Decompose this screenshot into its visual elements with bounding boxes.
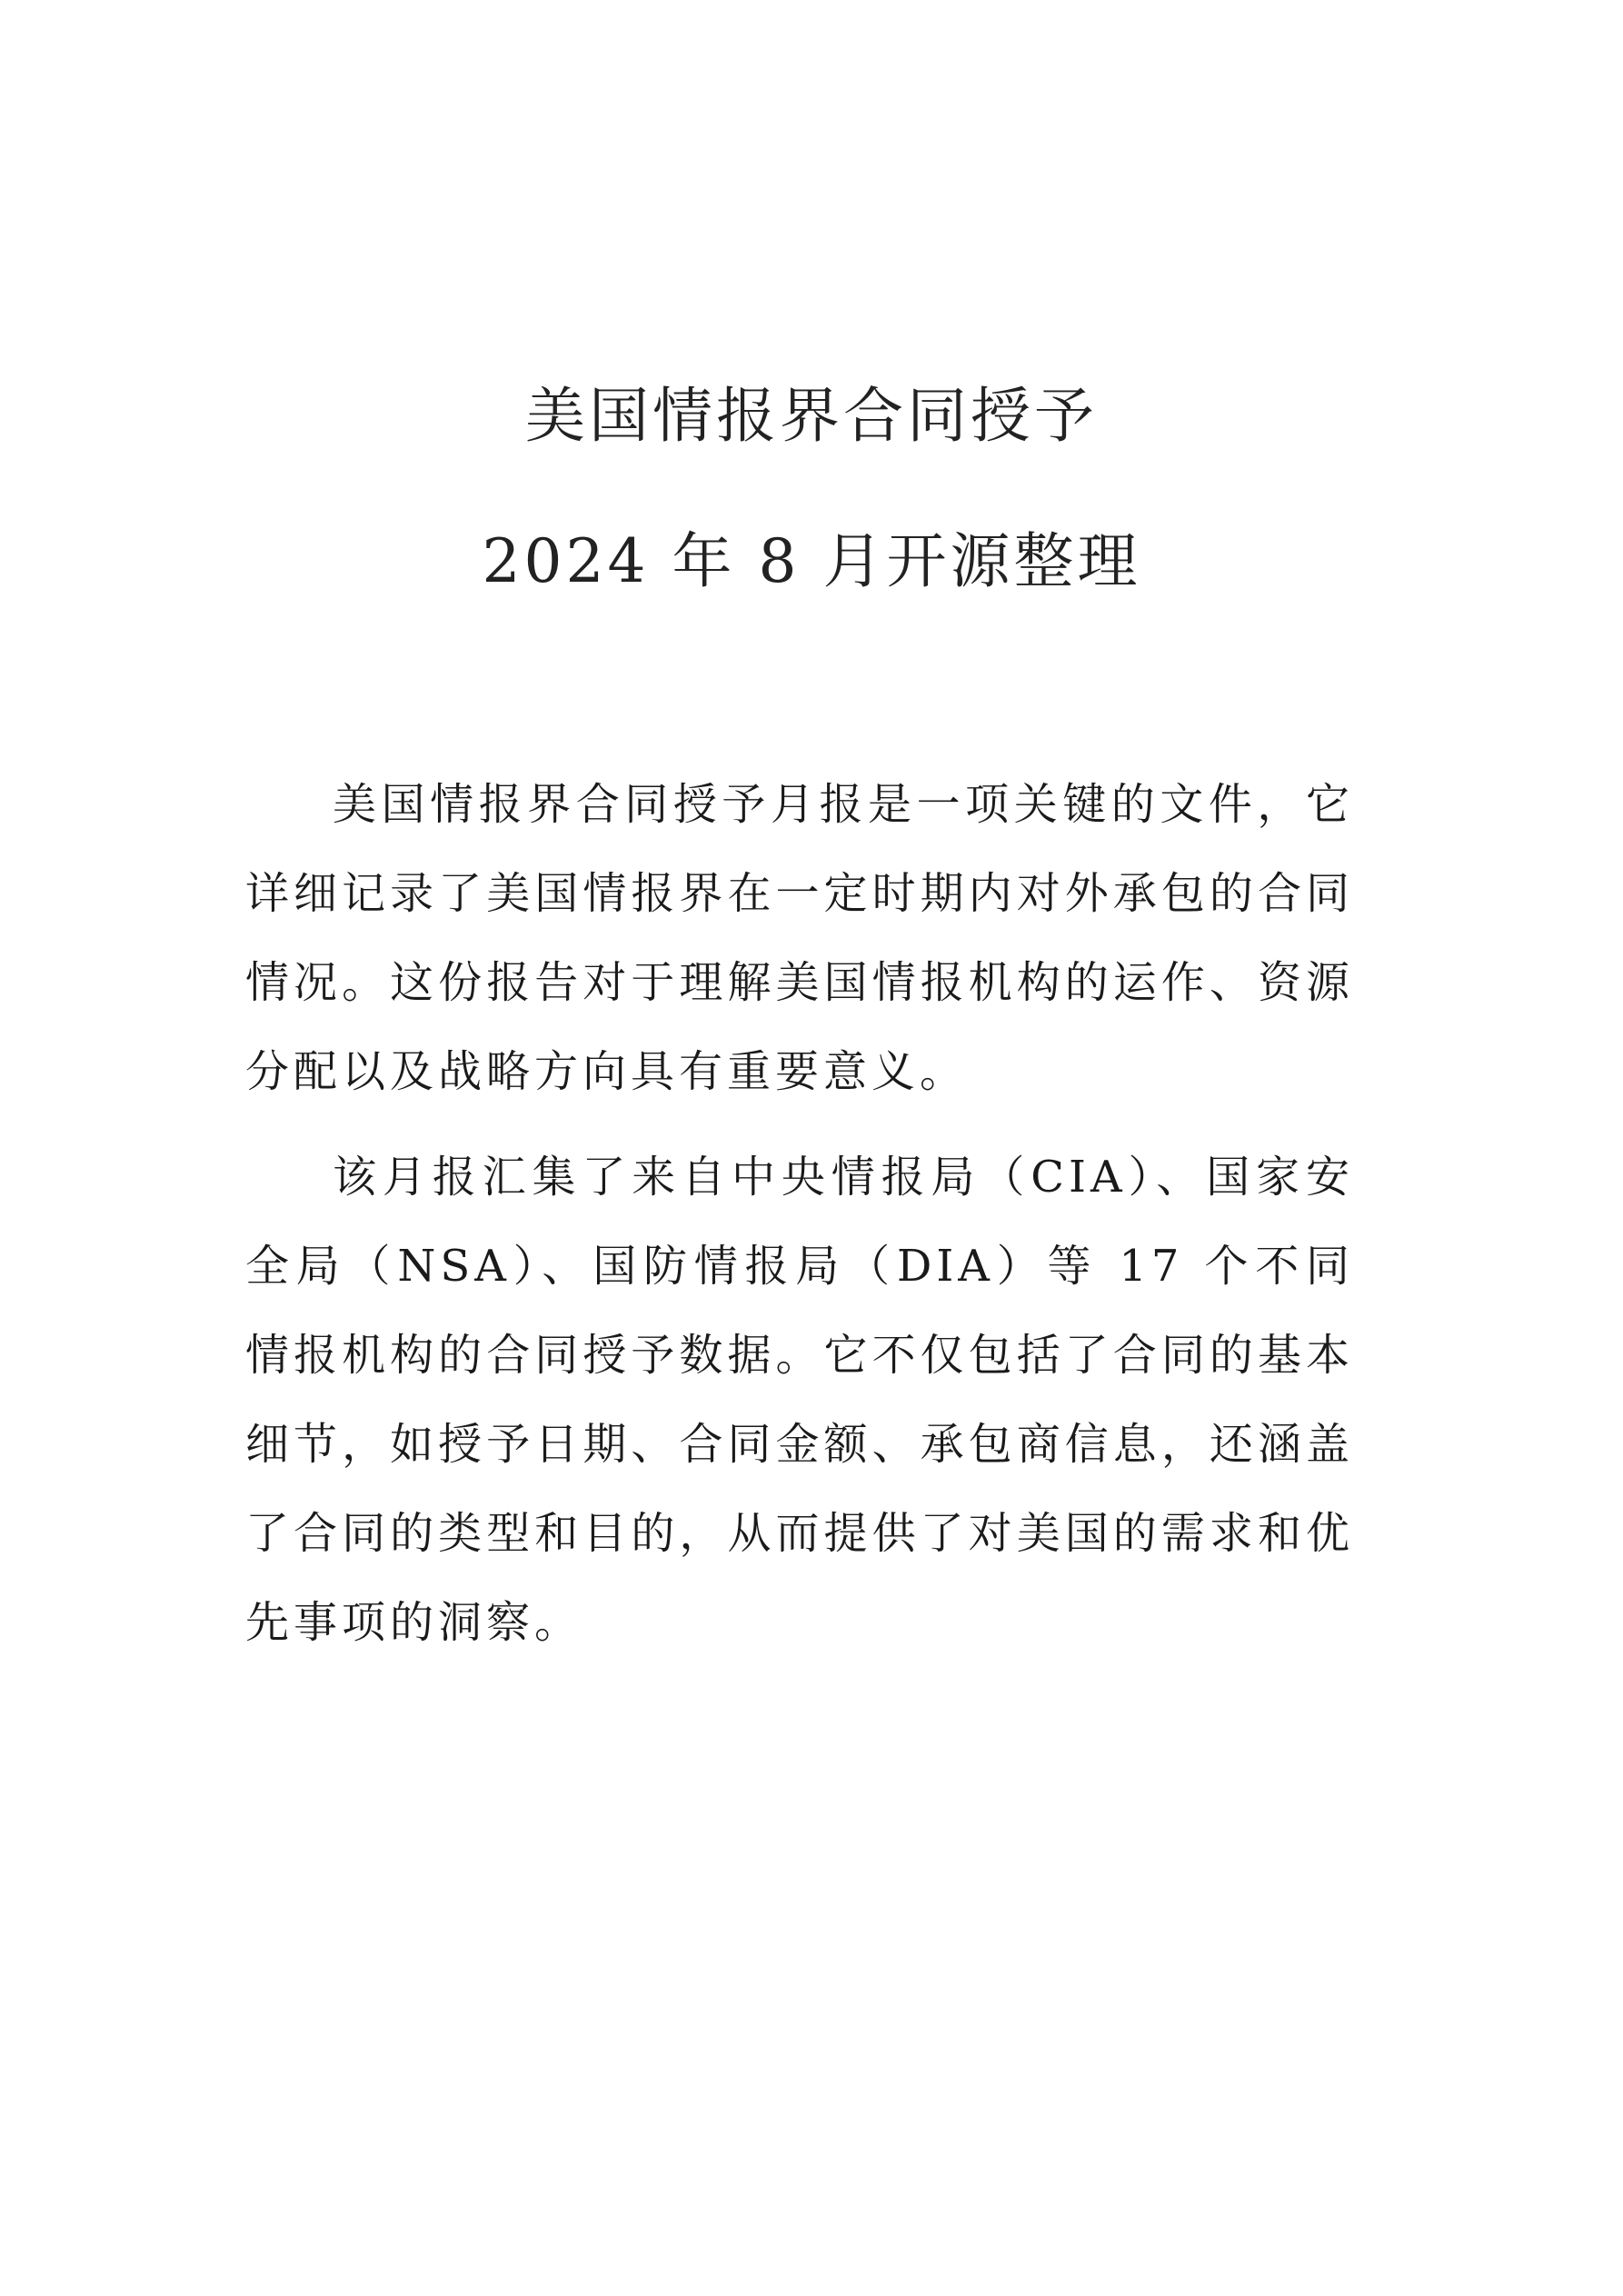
body-paragraph: 美国情报界合同授予月报是一项关键的文件，它详细记录了美国情报界在一定时期内对外承包的合同情况。这份报告对于理解美国情报机构的运作、资源分配以及战略方向具有重要意义。 — [245, 779, 1354, 1097]
document-subtitle: 2024 年 8 月开源整理 — [482, 526, 1141, 596]
document-title: 美国情报界合同授予 — [525, 381, 1098, 451]
body-paragraph: 该月报汇集了来自中央情报局（CIA）、国家安全局（NSA）、国防情报局（DIA）等 17 个不同情报机构的合同授予数据。它不仅包括了合同的基本细节，如授予日期、合同金额、承包商信息，还涵盖了合同的类型和目的，从而提供了对美国的需求和优先事项的洞察。 — [245, 1152, 1354, 1648]
